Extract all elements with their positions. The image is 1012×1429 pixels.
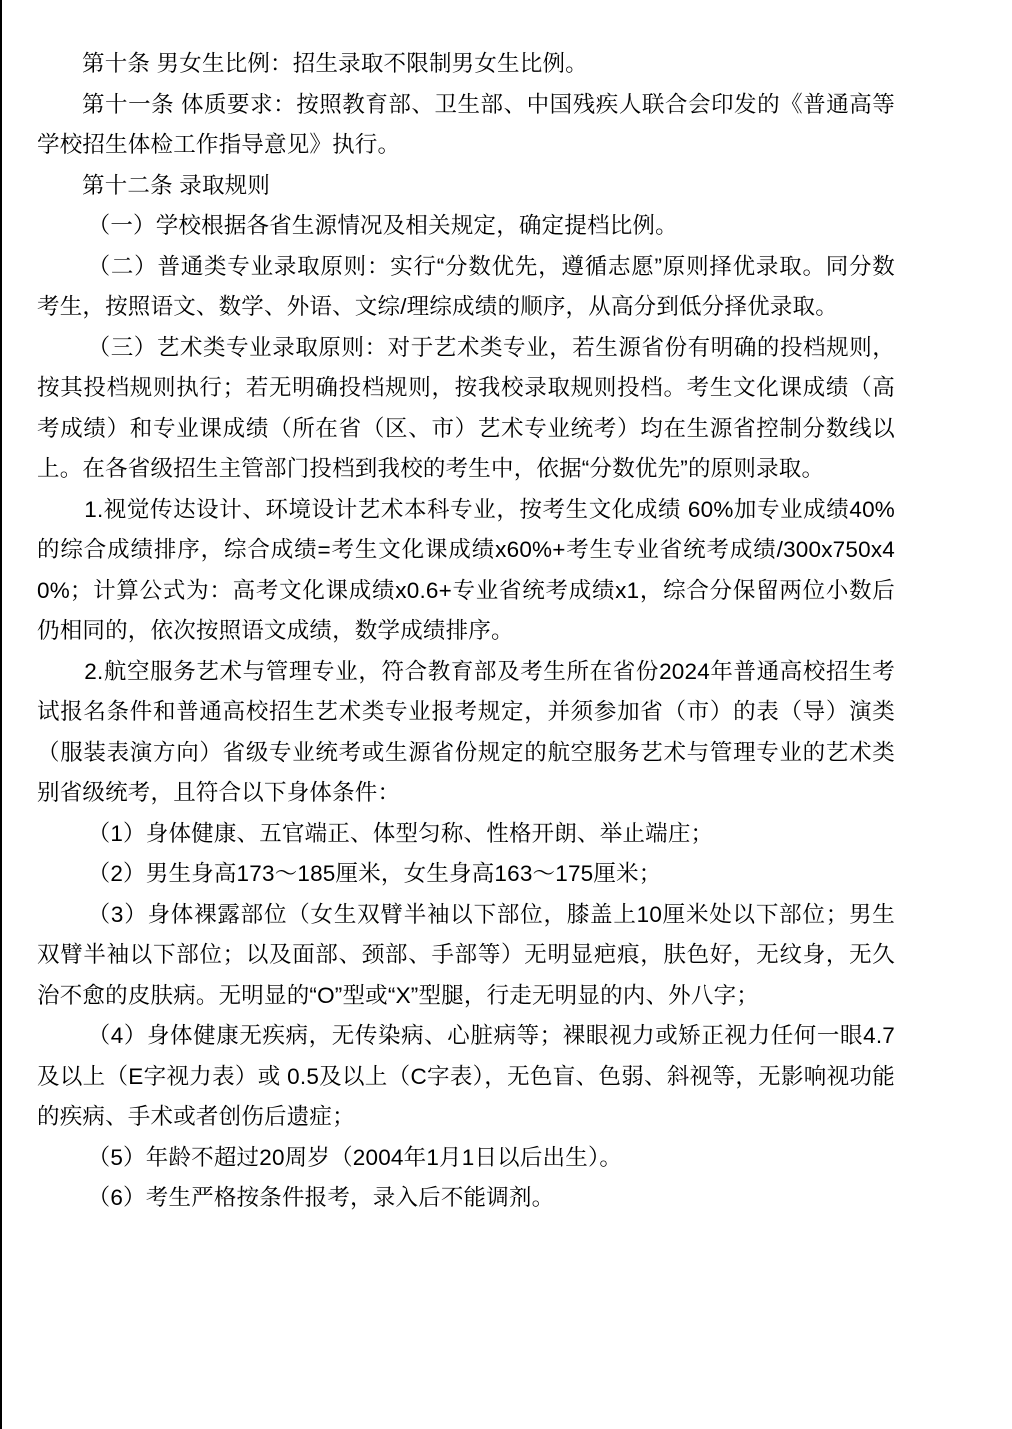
condition-two-height: （2）男生身高173～185厘米，女生身高163～175厘米； — [87, 861, 662, 886]
condition-three-skin: （3）身体裸露部位（女生双臂半袖以下部位，膝盖上10厘米处以下部位；男生双臂半袖以下部位；以及面部、颈部、手部等）无明显疤痕，肤色好，无纹身，无久治不愈的皮肤病。无明显的“O”型或“X”型腿，行走无明显的内、外八字； — [37, 901, 895, 1008]
condition-five-age: （5）年龄不超过20周岁（2004年1月1日以后出生）。 — [87, 1144, 623, 1170]
condition-one-appearance: （1）身体健康、五官端正、体型匀称、性格开朗、举止端庄； — [87, 820, 714, 846]
clause-one-file-ratio: （一）学校根据各省生源情况及相关规定，确定提档比例。 — [87, 213, 678, 238]
item-two-aviation-service-art-management: 2.航空服务艺术与管理专业，符合教育部及考生所在省份2024年普通高校招生考试报名条件和普通高校招生艺术类专业报考规定，并须参加省（市）的表（导）演类（服装表演方向）省级专业统考或生源省份规定的航空服务艺术与管理专业的艺术类别省级统考，且符合以下身体条件： — [37, 658, 895, 805]
condition-six-no-transfer: （6）考生严格按条件报考，录入后不能调剂。 — [87, 1185, 555, 1210]
document-body — [37, 44, 895, 1219]
article-10-gender-ratio: 第十条 男女生比例：招生录取不限制男女生比例。 — [82, 51, 588, 76]
clause-three-art-majors: （三）艺术类专业录取原则：对于艺术类专业，若生源省份有明确的投档规则，按其投档规则执行；若无明确投档规则，按我校录取规则投档。考生文化课成绩（高考成绩）和专业课成绩（所在省（区、市）艺术专业统考）均在生源省控制分数线以上。在各省级招生主管部门投档到我校的考生中，依据“分数优先”的原则录取。 — [37, 334, 895, 481]
article-11-physical-requirements: 第十一条 体质要求：按照教育部、卫生部、中国残疾人联合会印发的《普通高等学校招生体检工作指导意见》执行。 — [37, 91, 895, 157]
article-12-admission-rules-heading: 第十二条 录取规则 — [82, 172, 271, 198]
item-one-visual-communication-design: 1.视觉传达设计、环境设计艺术本科专业，按考生文化成绩 60%加专业成绩40%的综合成绩排序，综合成绩=考生文化课成绩x60%+考生专业省统考成绩/300x750x40%；计算公式为：高考文化课成绩x0.6+专业省统考成绩x1，综合分保留两位小数后仍相同的，依次按照语文成绩，数学成绩排序。 — [37, 496, 895, 643]
clause-two-general-majors: （二）普通类专业录取原则：实行“分数优先，遵循志愿”原则择优录取。同分数考生，按照语文、数学、外语、文综/理综成绩的顺序，从高分到低分择优录取。 — [37, 253, 895, 319]
condition-four-vision: （4）身体健康无疾病，无传染病、心脏病等；裸眼视力或矫正视力任何一眼4.7及以上（E字视力表）或 0.5及以上（C字表），无色盲、色弱、斜视等，无影响视功能的疾病、手术或者创伤后遗症； — [37, 1023, 895, 1129]
